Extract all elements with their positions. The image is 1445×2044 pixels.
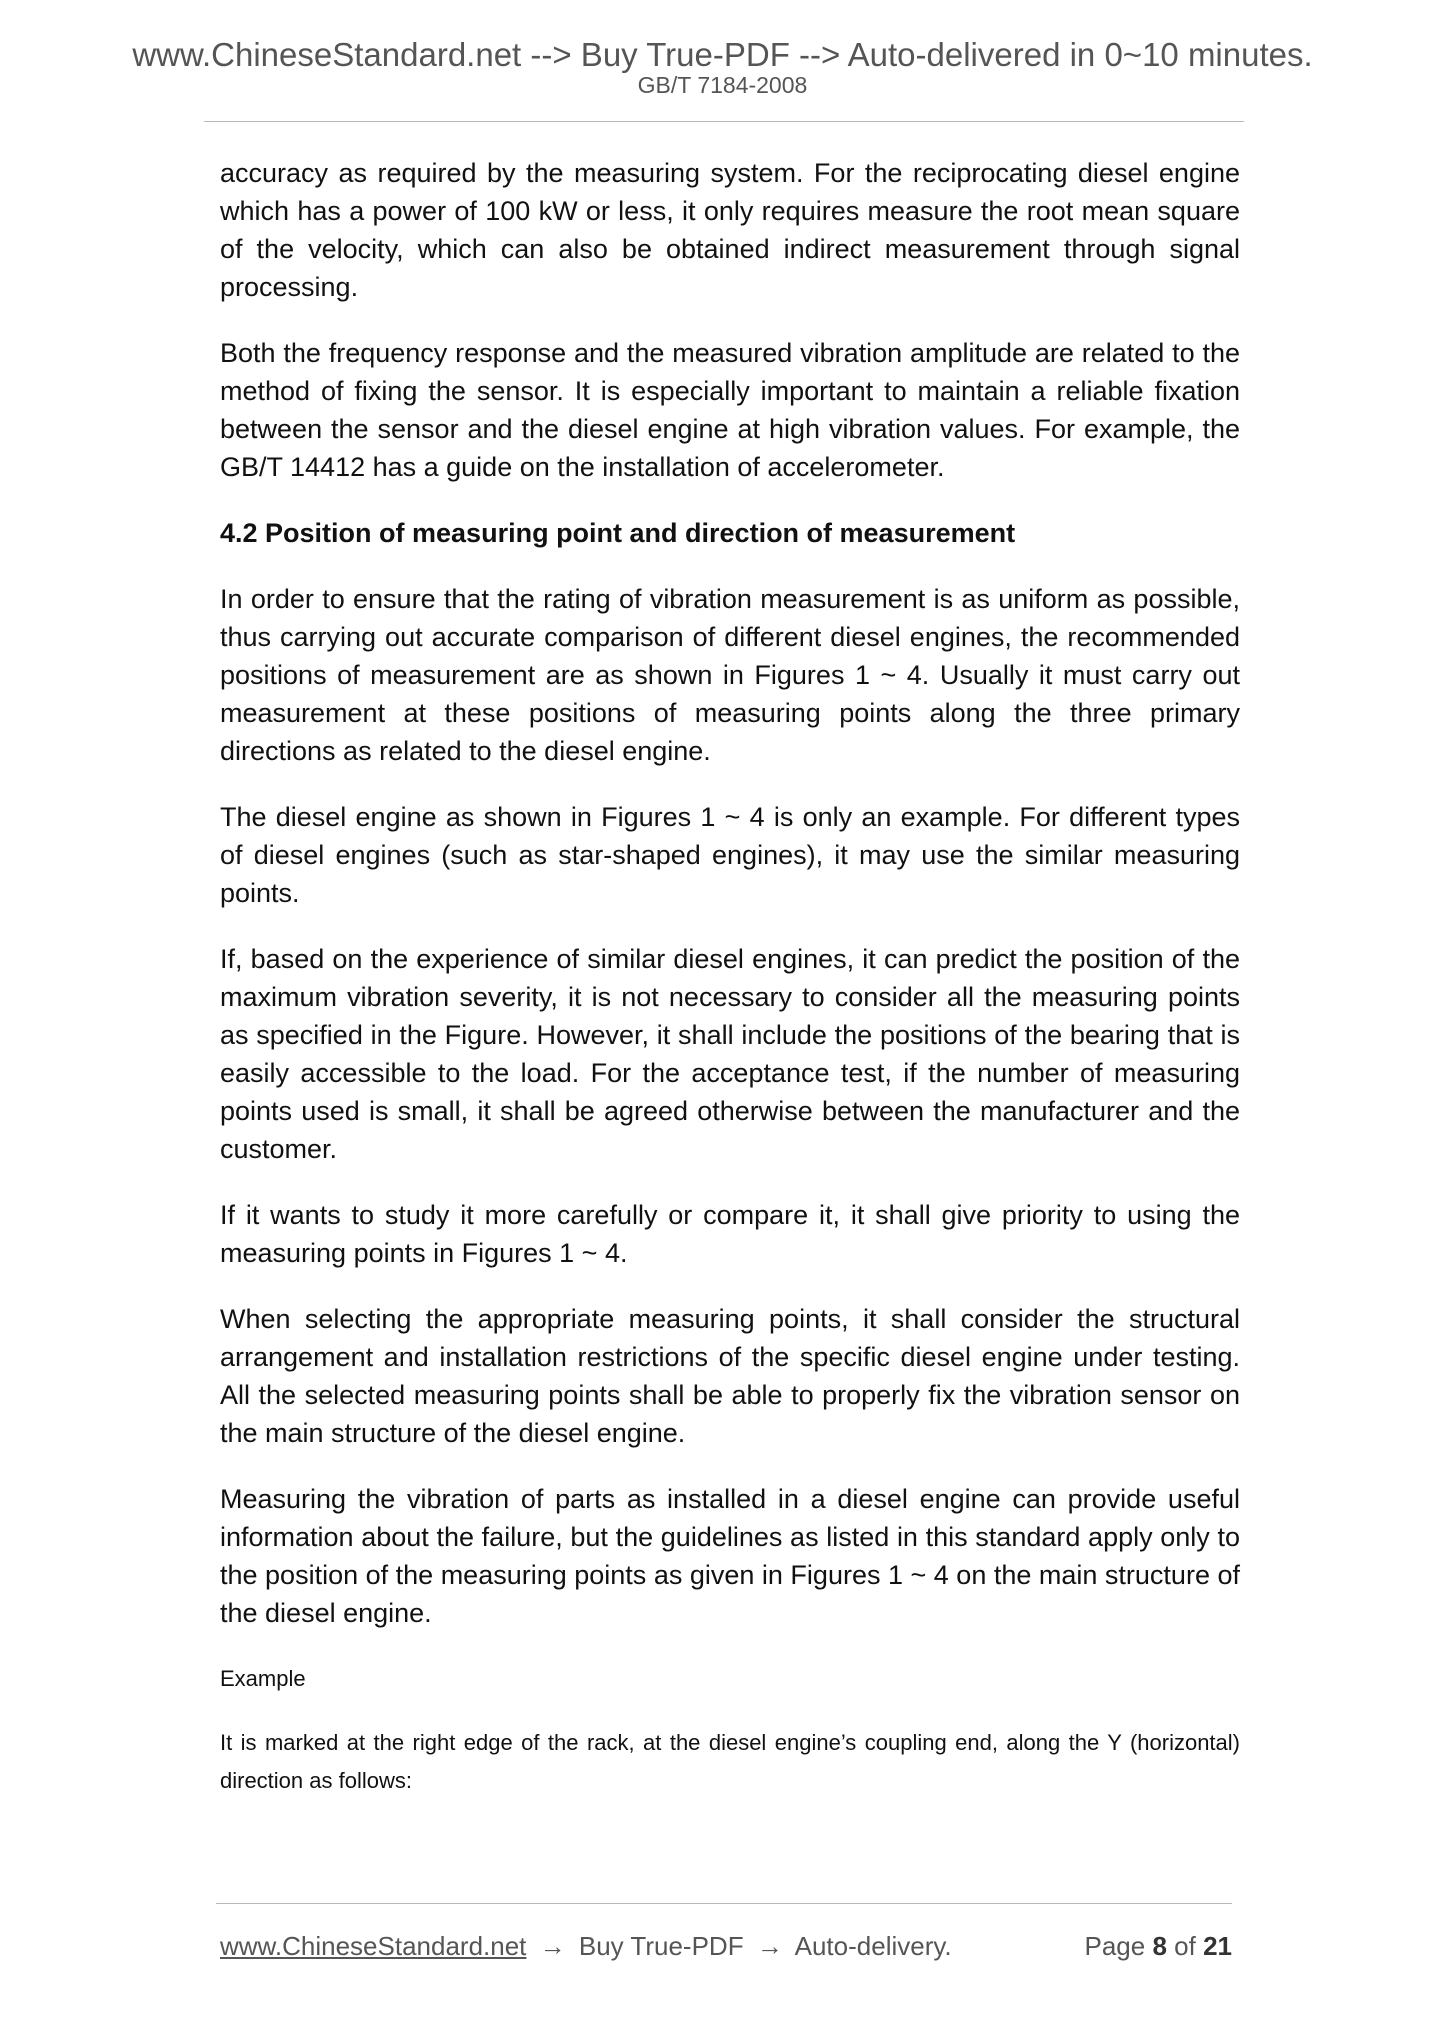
page-footer [220, 1926, 1232, 1966]
page-content [220, 154, 1240, 1826]
total-pages: 21 [1203, 1931, 1232, 1961]
page-word: Page [1084, 1931, 1146, 1961]
of-word: of [1174, 1931, 1196, 1961]
footer-links [220, 1926, 952, 1966]
footer-auto-text: Auto-delivery. [794, 1931, 952, 1961]
paragraph-parts-vibration: Measuring the vibration of parts as installed in a diesel engine can provide useful information about the failure, but the guidelines as listed in this standard apply only to the position of the measuring points as given in Figures 1 ~ 4 on the main structure of the diesel engine. [220, 1484, 1240, 1628]
standard-code: GB/T 7184-2008 [637, 72, 808, 98]
header-banner[interactable]: www.ChineseStandard.net --> Buy True-PDF --> Auto-delivered in 0~10 minutes. [132, 36, 1313, 73]
section-heading-4-2: 4.2 Position of measuring point and direction of measurement [220, 518, 1016, 548]
paragraph-accuracy: accuracy as required by the measuring system. For the reciprocating diesel engine which has a power of 100 kW or less, it only requires measure the root mean square of the velocity, which can also be obtained indirect measurement through signal processing. [220, 158, 1240, 302]
paragraph-selecting-points: When selecting the appropriate measuring points, it shall consider the structural arrangement and installation restrictions of the specific diesel engine under testing. All the selected measuring points shall be able to properly fix the vibration sensor on the main structure of the diesel engine. [220, 1304, 1240, 1448]
example-label: Example [220, 1666, 306, 1691]
footer-divider [216, 1903, 1232, 1904]
example-text: It is marked at the right edge of the rack, at the diesel engine’s coupling end, along the Y (horizontal) direction as follows: [220, 1730, 1240, 1793]
paragraph-uniform-rating: In order to ensure that the rating of vibration measurement is as uniform as possible, thus carrying out accurate comparison of different diesel engines, the recommended positions of measurement are as shown in Figures 1 ~ 4. Usually it must carry out measurement at these positions of measuring points along the three primary directions as related to the diesel engine. [220, 584, 1240, 766]
header-divider [204, 121, 1244, 122]
footer-buy-text: Buy True-PDF [578, 1931, 744, 1961]
footer-site-link[interactable]: www.ChineseStandard.net [220, 1931, 527, 1961]
page-number: 8 [1152, 1931, 1167, 1961]
arrow-right-icon: → [539, 1931, 566, 1961]
paragraph-frequency-response: Both the frequency response and the measured vibration amplitude are related to the method of fixing the sensor. It is especially important to maintain a reliable fixation between the sensor and the diesel engine at high vibration values. For example, the GB/T 14412 has a guide on the installation of accelerometer. [220, 338, 1240, 482]
paragraph-example-engine: The diesel engine as shown in Figures 1 ~ 4 is only an example. For different types of diesel engines (such as star-shaped engines), it may use the similar measuring points. [220, 802, 1240, 908]
page-indicator [1084, 1926, 1232, 1966]
paragraph-priority: If it wants to study it more carefully or compare it, it shall give priority to using the measuring points in Figures 1 ~ 4. [220, 1200, 1240, 1268]
paragraph-max-vibration: If, based on the experience of similar diesel engines, it can predict the position of the maximum vibration severity, it is not necessary to consider all the measuring points as specified in the Figure. However, it shall include the positions of the bearing that is easily accessible to the load. For the acceptance test, if the number of measuring points used is small, it shall be agreed otherwise between the manufacturer and the customer. [220, 944, 1240, 1164]
arrow-right-icon: → [756, 1931, 783, 1961]
